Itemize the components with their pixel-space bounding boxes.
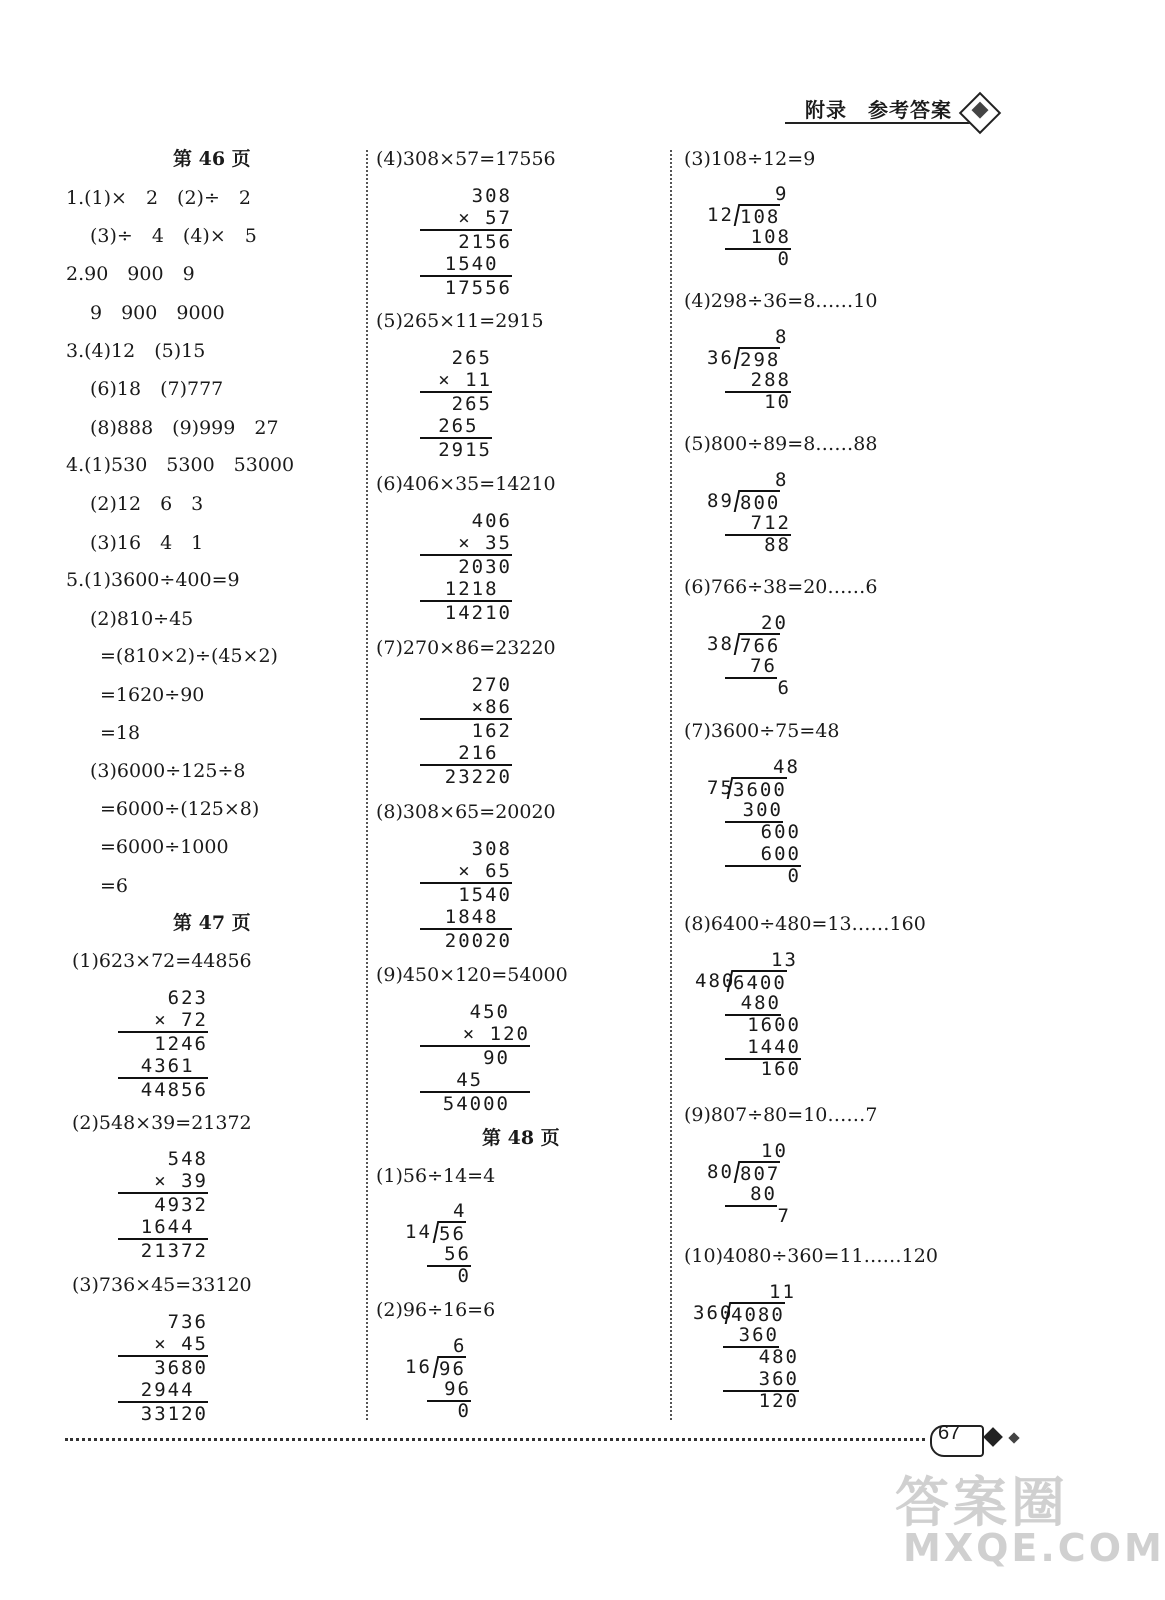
equation: (9)450×120=54000 <box>376 964 568 986</box>
answer-line: =6 <box>100 875 129 897</box>
answer-line: 2.90 900 9 <box>66 263 195 285</box>
long-division: 11 360 4080 360 480 360 120 <box>693 1281 799 1412</box>
equation: (6)406×35=14210 <box>376 473 556 495</box>
answer-line: (3)÷ 4 (4)× 5 <box>90 225 257 247</box>
vertical-multiplication: 406 × 35 2030 1218 14210 <box>420 510 512 624</box>
answer-line: (8)888 (9)999 27 <box>90 417 279 439</box>
vertical-multiplication: 265 × 11 265 265 2915 <box>420 347 492 461</box>
header-title: 附录 参考答案 <box>805 98 952 122</box>
section-heading-p46: 第 46 页 <box>173 148 251 170</box>
long-division: 4 14 56 56 0 <box>405 1200 471 1287</box>
equation: (1)623×72=44856 <box>72 950 252 972</box>
equation: (4)308×57=17556 <box>376 148 556 170</box>
header-rule <box>785 122 975 124</box>
long-division: 9 12 108 108 0 <box>707 183 791 270</box>
answer-line: =(810×2)÷(45×2) <box>100 645 278 667</box>
long-division: 48 75 3600 300 600 600 0 <box>707 756 801 887</box>
long-division: 6 16 96 96 0 <box>405 1335 471 1422</box>
equation: (3)108÷12=9 <box>684 148 816 170</box>
equation: (6)766÷38=20……6 <box>684 576 878 598</box>
equation: (7)3600÷75=48 <box>684 720 840 742</box>
answer-line: (6)18 (7)777 <box>90 378 224 400</box>
answer-line: (2)12 6 3 <box>90 493 204 515</box>
section-heading-p48: 第 48 页 <box>482 1127 560 1149</box>
equation: (10)4080÷360=11……120 <box>684 1245 938 1267</box>
equation: (1)56÷14=4 <box>376 1165 496 1187</box>
equation: (2)96÷16=6 <box>376 1299 496 1321</box>
answer-line: (2)810÷45 <box>90 608 194 630</box>
vertical-multiplication: 270 ×86 162 216 23220 <box>420 674 512 788</box>
running-header <box>785 92 1085 132</box>
answer-line: (3)6000÷125÷8 <box>90 760 246 782</box>
vertical-multiplication: 623 × 72 1246 4361 44856 <box>118 987 208 1101</box>
vertical-multiplication: 736 × 45 3680 2944 33120 <box>118 1311 208 1425</box>
equation: (4)298÷36=8……10 <box>684 290 878 312</box>
vertical-multiplication: 450 × 120 90 45 54000 <box>420 1001 530 1115</box>
watermark-logo: 答案圈 MXQE.COM <box>895 1471 1165 1570</box>
footer-dotted-rule <box>65 1438 925 1441</box>
answer-line: =6000÷1000 <box>100 836 229 858</box>
equation: (9)807÷80=10……7 <box>684 1104 878 1126</box>
answer-line: =1620÷90 <box>100 684 205 706</box>
vertical-multiplication: 548 × 39 4932 1644 21372 <box>118 1148 208 1262</box>
small-diamond-icon <box>1008 1432 1019 1443</box>
vertical-multiplication: 308 × 57 2156 1540 17556 <box>420 185 512 299</box>
equation: (5)800÷89=8……88 <box>684 433 878 455</box>
answer-line: 4.(1)530 5300 53000 <box>66 454 295 476</box>
equation: (8)308×65=20020 <box>376 801 556 823</box>
answer-line: =18 <box>100 722 141 744</box>
diamond-icon <box>959 92 1001 134</box>
vertical-multiplication: 308 × 65 1540 1848 20020 <box>420 838 512 952</box>
answer-line: =6000÷(125×8) <box>100 798 260 820</box>
equation: (5)265×11=2915 <box>376 310 544 332</box>
answer-line: 1.(1)× 2 (2)÷ 2 <box>66 187 251 209</box>
column-divider <box>670 150 672 1420</box>
diamond-icon <box>983 1427 1003 1447</box>
long-division: 20 38 766 76 6 <box>707 612 791 699</box>
long-division: 8 36 298 288 10 <box>707 326 791 413</box>
column-divider <box>366 150 368 1420</box>
equation: (2)548×39=21372 <box>72 1112 252 1134</box>
long-division: 10 80 807 80 7 <box>707 1140 791 1227</box>
equation: (7)270×86=23220 <box>376 637 556 659</box>
answer-line: 5.(1)3600÷400=9 <box>66 569 240 591</box>
answer-line: (3)16 4 1 <box>90 532 204 554</box>
equation: (3)736×45=33120 <box>72 1274 252 1296</box>
long-division: 13 480 6400 480 1600 1440 160 <box>695 949 801 1080</box>
page-number: 67 <box>938 1422 961 1444</box>
answer-line: 9 900 9000 <box>90 302 225 324</box>
answer-line: 3.(4)12 (5)15 <box>66 340 206 362</box>
section-heading-p47: 第 47 页 <box>173 912 251 934</box>
equation: (8)6400÷480=13……160 <box>684 913 926 935</box>
long-division: 8 89 800 712 88 <box>707 469 791 556</box>
